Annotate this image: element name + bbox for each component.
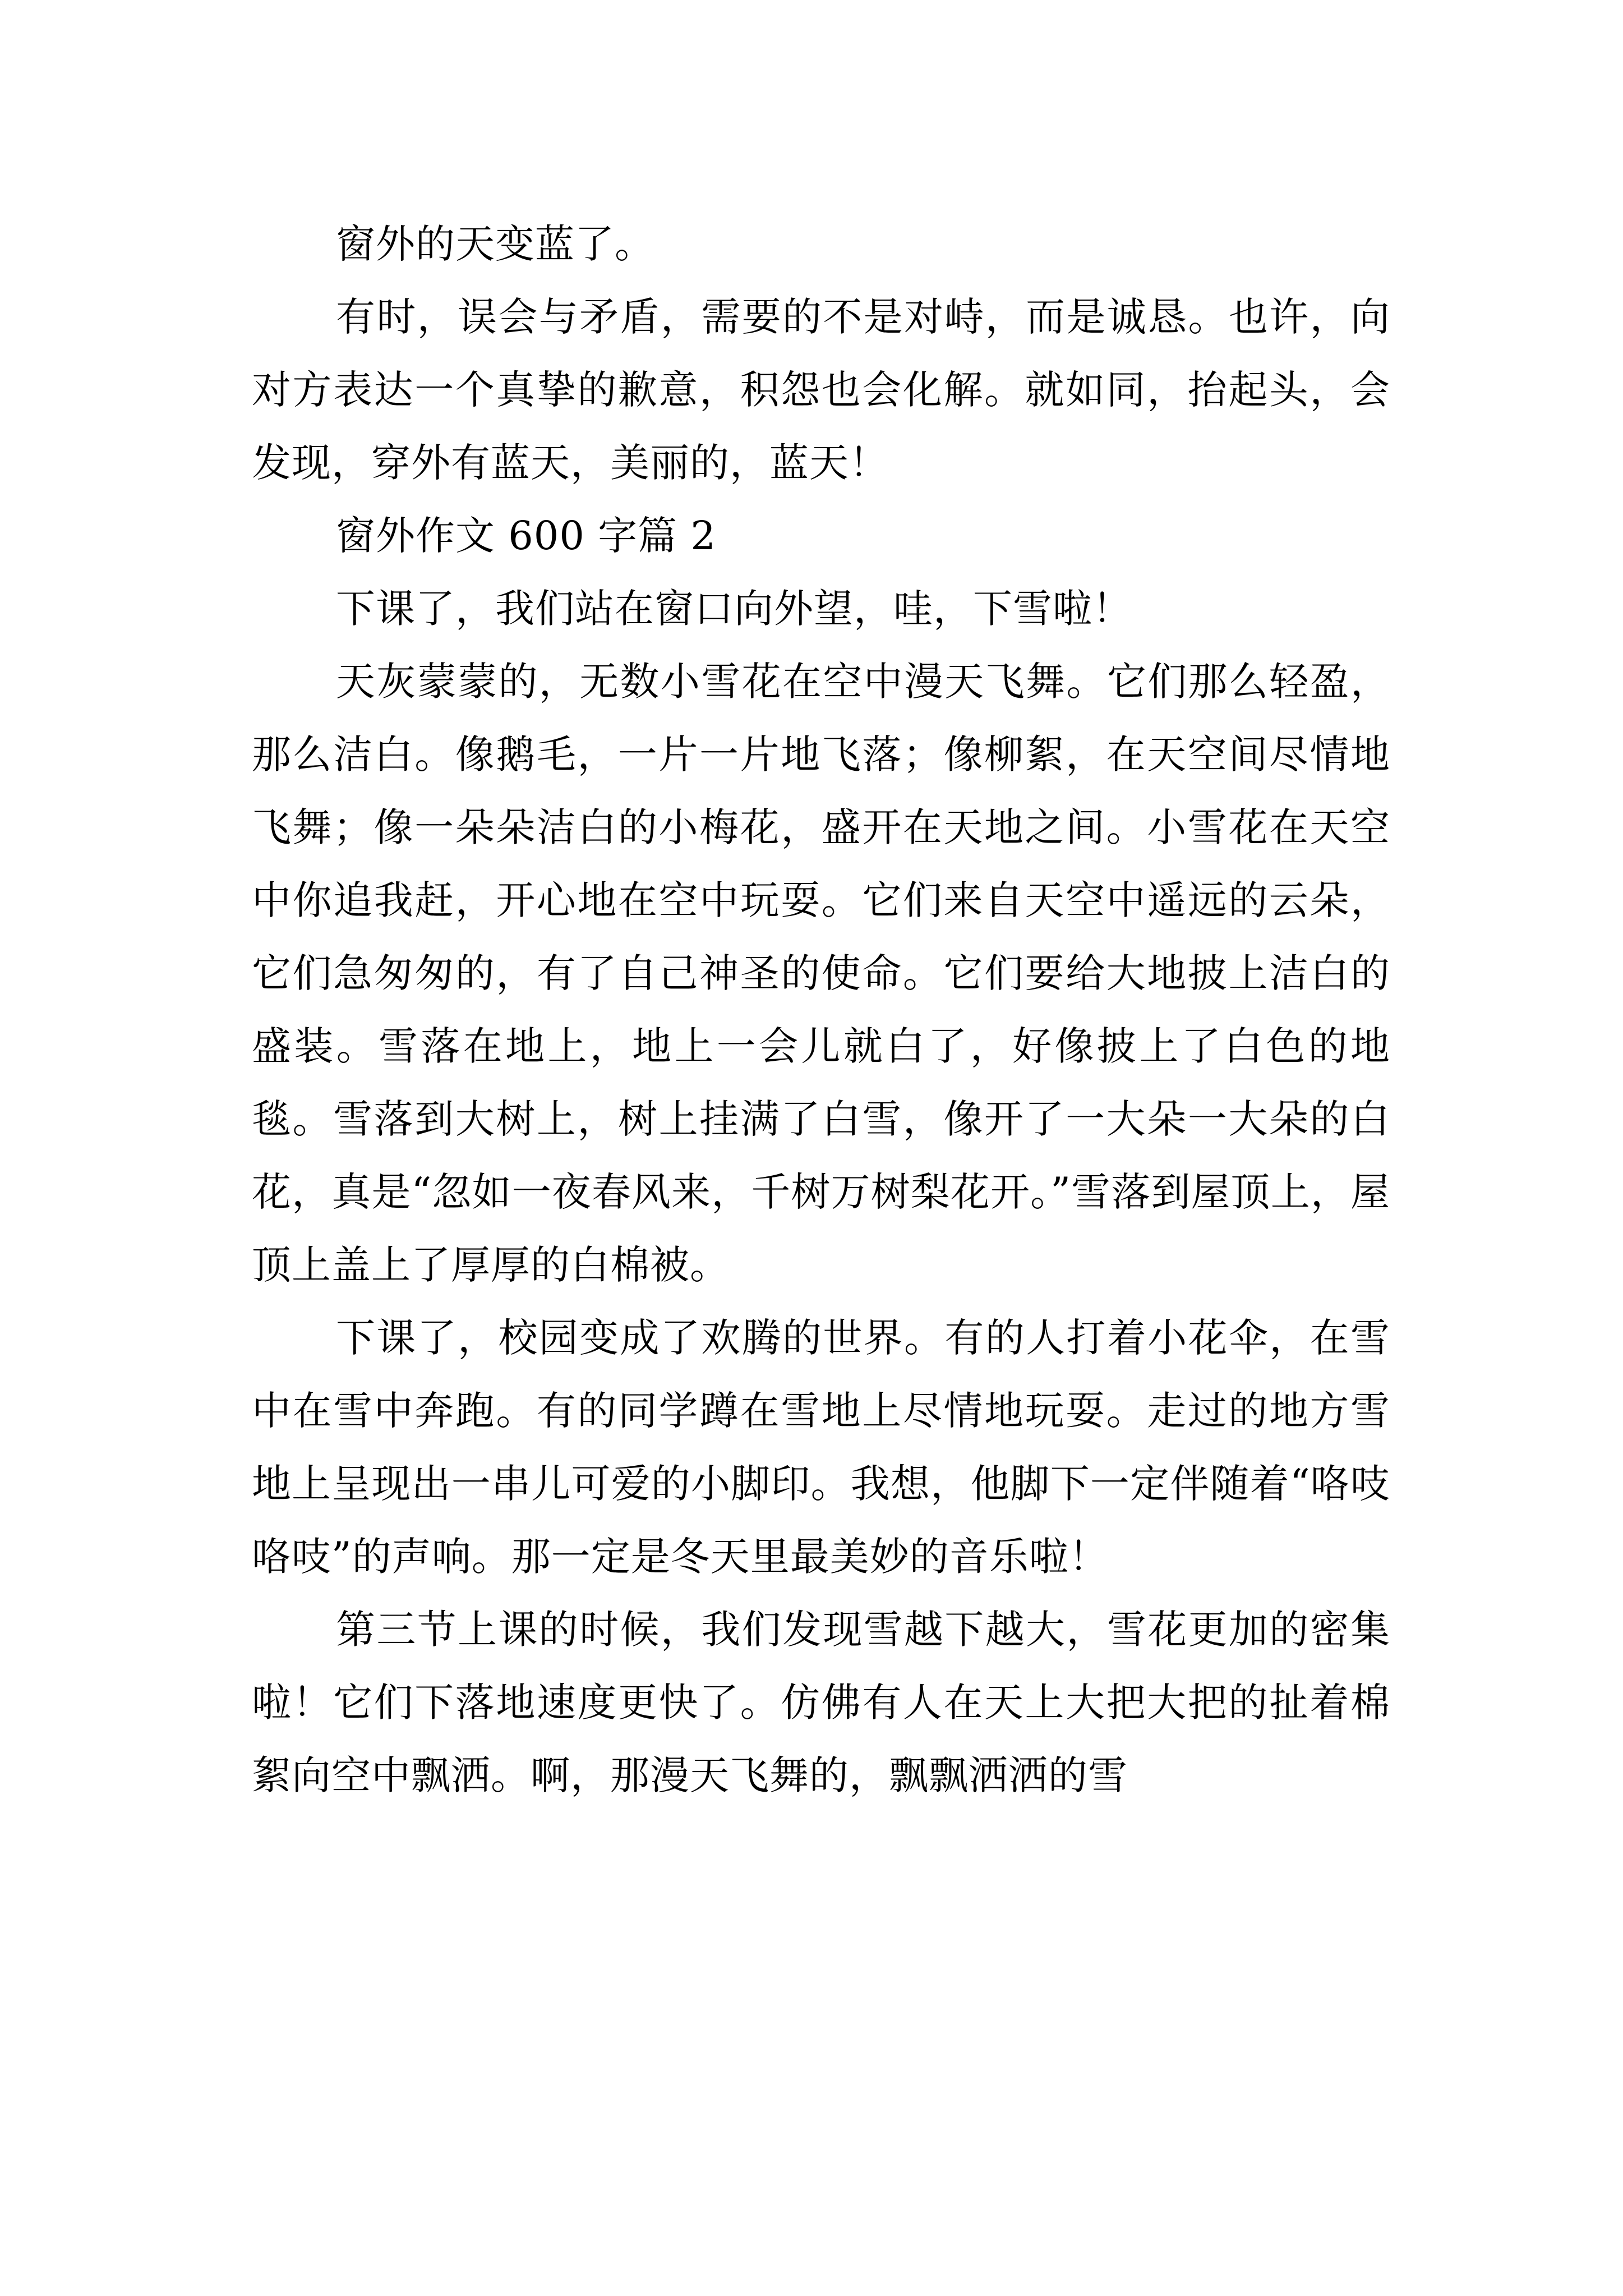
paragraph-sky-turned-blue: 窗外的天变蓝了。 [336,221,654,267]
document-body [252,208,1390,1812]
paragraph-misunderstanding: 有时，误会与矛盾，需要的不是对峙，而是诚恳。也许，向对方表达一个真挚的歉意，积怨也会化解。就如同，抬起头，会发现，穿外有蓝天，美丽的，蓝天！ [252,294,1390,486]
paragraph-snowflakes: 天灰蒙蒙的，无数小雪花在空中漫天飞舞。它们那么轻盈，那么洁白。像鹅毛，一片一片地飞落；像柳絮，在天空间尽情地飞舞；像一朵朵洁白的小梅花，盛开在天地之间。小雪花在天空中你追我赶，开心地在空中玩耍。它们来自天空中遥远的云朵，它们急匆匆的，有了自己神圣的使命。它们要给大地披上洁白的盛装。雪落在地上，地上一会儿就白了，好像披上了白色的地毯。雪落到大树上，树上挂满了白雪，像开了一大朵一大朵的白花，真是“忽如一夜春风来，千树万树梨花开。”雪落到屋顶上，屋顶上盖上了厚厚的白棉被。 [252,659,1390,1288]
paragraph-class-dismissed: 下课了，我们站在窗口向外望，哇，下雪啦！ [336,586,1132,632]
paragraph-third-period: 第三节上课的时候，我们发现雪越下越大，雪花更加的密集啦！它们下落地速度更快了。仿佛有人在天上大把大把的扯着棉絮向空中飘洒。啊，那漫天飞舞的，飘飘洒洒的雪 [252,1607,1390,1798]
section-heading: 窗外作文 600 字篇 2 [336,513,716,559]
paragraph-campus-playing: 下课了，校园变成了欢腾的世界。有的人打着小花伞，在雪中在雪中奔跑。有的同学蹲在雪地上尽情地玩耍。走过的地方雪地上呈现出一串儿可爱的小脚印。我想，他脚下一定伴随着“咯吱咯吱”的声响。那一定是冬天里最美妙的音乐啦！ [252,1315,1390,1580]
